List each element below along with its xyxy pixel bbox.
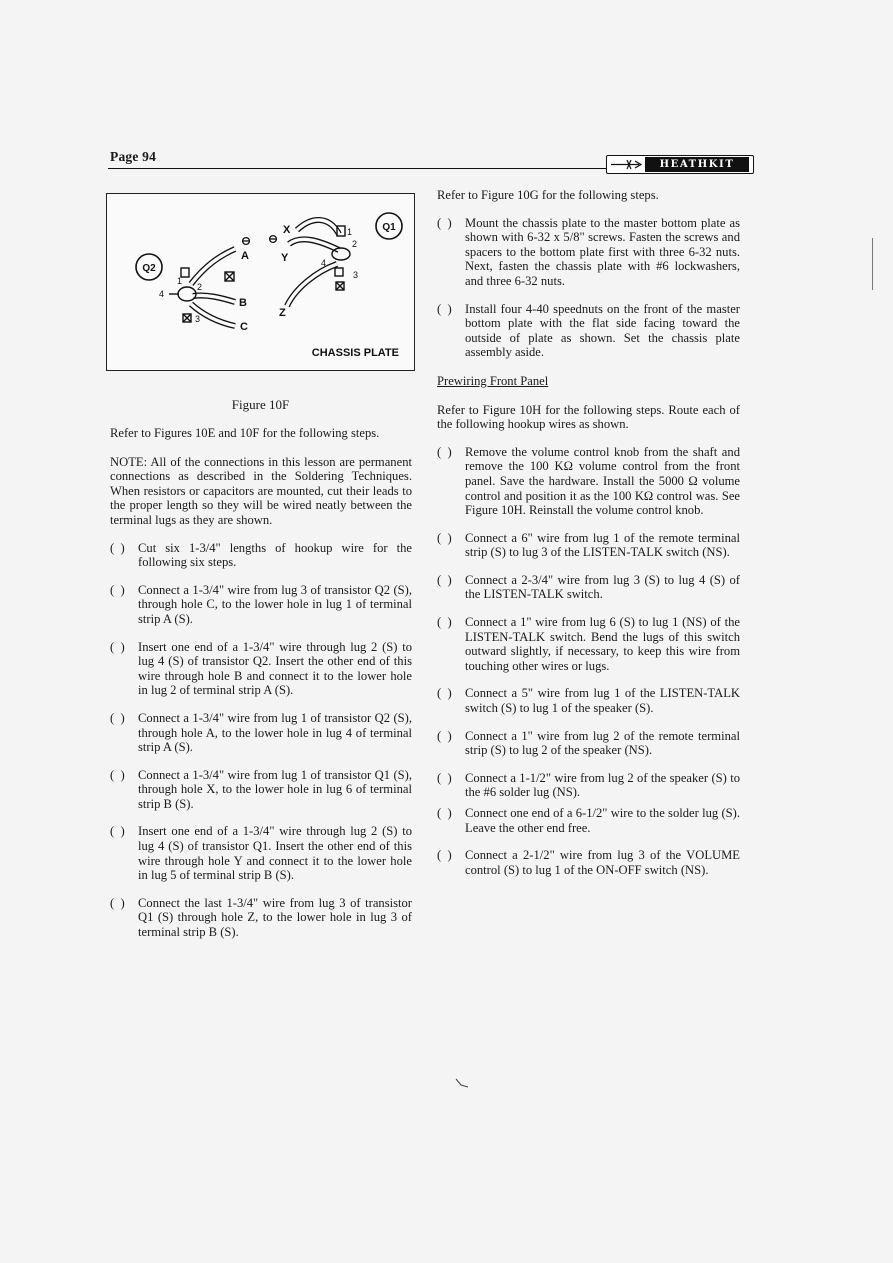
- step-checkbox[interactable]: ( ): [437, 728, 452, 743]
- right-column: [437, 188, 740, 877]
- q2-label: Q2: [142, 263, 156, 274]
- step-item[interactable]: [110, 541, 412, 570]
- step-text: Remove the volume control knob from the shaft and remove the 100 KΩ volume control from the front panel. Save the hardware. Install the 5000 Ω volume control and position it as the 100 KΩ control was. See Figure 10H. Reinstall the volume control knob.: [465, 444, 740, 518]
- step-text: Connect a 1-3/4" wire from lug 3 of transistor Q2 (S), through hole C, to the lower hole in lug 1 of terminal strip A (S).: [138, 582, 412, 626]
- q1-label: Q1: [382, 222, 396, 233]
- step-item[interactable]: [437, 531, 740, 560]
- step-item[interactable]: [110, 768, 412, 812]
- step-checkbox[interactable]: ( ): [437, 215, 452, 230]
- step-checkbox[interactable]: ( ): [437, 848, 452, 863]
- step-text: Connect a 1-3/4" wire from lug 1 of transistor Q2 (S), through hole A, to the lower hole in lug 4 of terminal strip A (S).: [138, 710, 412, 755]
- chassis-plate-label: CHASSIS PLATE: [311, 347, 399, 359]
- step-text: Cut six 1-3/4" lengths of hookup wire for the following six steps.: [138, 540, 412, 570]
- step-checkbox[interactable]: ( ): [437, 806, 452, 820]
- step-checkbox[interactable]: ( ): [110, 540, 125, 555]
- step-checkbox[interactable]: ( ): [110, 710, 125, 725]
- hole-b-label: B: [239, 297, 247, 309]
- step-checkbox[interactable]: ( ): [110, 639, 125, 654]
- hole-y-label: Y: [281, 252, 289, 264]
- step-checkbox[interactable]: ( ): [437, 686, 452, 701]
- q2-lug-4: 4: [159, 289, 165, 299]
- scan-edge-line: [872, 238, 873, 290]
- step-text: Connect a 2-3/4" wire from lug 3 (S) to lug 4 (S) of the LISTEN-TALK switch.: [465, 572, 740, 602]
- step-text: Connect a 1" wire from lug 2 of the remote terminal strip (S) to lug 2 of the speaker (NS).: [465, 728, 740, 758]
- q2-lug-2: 2: [197, 282, 203, 292]
- brand-wordmark: HEATHKIT: [645, 157, 749, 172]
- right-intro-b: Refer to Figure 10H for the following steps. Route each of the following hookup wires as shown.: [437, 402, 740, 432]
- step-checkbox[interactable]: ( ): [437, 572, 452, 587]
- section-heading: Prewiring Front Panel: [437, 373, 549, 388]
- step-text: Insert one end of a 1-3/4" wire through lug 2 (S) to lug 4 (S) of transistor Q2. Insert the other end of this wire through hole B and connect it to the lower hole in lug 2 of terminal strip A (S).: [138, 639, 412, 698]
- step-text: Connect a 1-1/2" wire from lug 2 of the speaker (S) to the #6 solder lug (NS).: [465, 770, 740, 800]
- brand-logo: [606, 155, 754, 174]
- step-item[interactable]: [110, 896, 412, 940]
- pencil-mark-icon: [455, 1078, 469, 1088]
- step-text: Connect a 1-3/4" wire from lug 1 of transistor Q1 (S), through hole X, to the lower hole in lug 6 of terminal strip B (S).: [138, 767, 412, 811]
- hole-z-label: Z: [279, 307, 286, 319]
- q2-lug-3: 3: [195, 314, 201, 324]
- step-item[interactable]: [437, 729, 740, 758]
- step-checkbox[interactable]: ( ): [110, 895, 125, 910]
- q1-lug-3: 3: [353, 270, 359, 280]
- step-item[interactable]: [437, 615, 740, 673]
- q1-lug-2: 2: [352, 239, 358, 249]
- step-item[interactable]: [437, 806, 740, 835]
- right-intro: Refer to Figure 10G for the following steps.: [437, 188, 659, 202]
- step-checkbox[interactable]: ( ): [437, 301, 452, 316]
- q1-lug-4: 4: [321, 258, 327, 268]
- step-item[interactable]: [437, 302, 740, 360]
- step-checkbox[interactable]: ( ): [110, 767, 125, 782]
- heathkit-logo-icon: [609, 158, 645, 171]
- step-text: Connect the last 1-3/4" wire from lug 3 of transistor Q1 (S) through hole Z, to the lower hole in lug 3 of terminal strip B (S).: [138, 895, 412, 940]
- step-checkbox[interactable]: ( ): [110, 582, 125, 597]
- step-item[interactable]: [437, 216, 740, 289]
- step-item[interactable]: [110, 824, 412, 882]
- q1-lug-1: 1: [347, 227, 353, 237]
- step-text: Connect a 6" wire from lug 1 of the remote terminal strip (S) to lug 3 of the LISTEN-TALK switch (NS).: [465, 530, 740, 560]
- step-item[interactable]: [437, 848, 740, 877]
- step-item[interactable]: [437, 686, 740, 715]
- step-checkbox[interactable]: ( ): [437, 770, 452, 785]
- step-text: Mount the chassis plate to the master bottom plate as shown with 6-32 x 5/8" screws. Fasten the screws and spacers to the bottom plate first with three 6-32 nuts. Next, fasten the chassis plate with #6 lockwashers, and three 6-32 nuts.: [465, 215, 740, 288]
- left-intro: Refer to Figures 10E and 10F for the following steps.: [110, 426, 380, 440]
- q1-transistor: [287, 220, 353, 306]
- step-item[interactable]: [110, 583, 412, 627]
- step-item[interactable]: [110, 640, 412, 698]
- page-number: Page 94: [110, 149, 157, 164]
- step-checkbox[interactable]: ( ): [437, 615, 452, 630]
- chassis-plate-diagram: [107, 194, 414, 370]
- step-checkbox[interactable]: ( ): [437, 530, 452, 545]
- step-item[interactable]: [437, 573, 740, 602]
- hole-a-label: A: [241, 250, 249, 262]
- step-item[interactable]: [110, 711, 412, 755]
- left-column: [110, 426, 412, 940]
- step-item[interactable]: [437, 445, 740, 518]
- figure-caption: Figure 10F: [231, 397, 290, 412]
- step-text: Connect a 2-1/2" wire from lug 3 of the VOLUME control (S) to lug 1 of the ON-OFF switch (NS).: [465, 848, 740, 877]
- hole-markers: [243, 236, 277, 245]
- step-text: Connect a 5" wire from lug 1 of the LISTEN-TALK switch (S) to lug 1 of the speaker (S).: [465, 686, 740, 716]
- header-rule: [108, 168, 608, 169]
- step-text: Connect a 1" wire from lug 6 (S) to lug 1 (NS) of the LISTEN-TALK switch. Bend the lugs of this switch outward slightly, if necessary, to keep this wire from touching other wires or lugs.: [465, 615, 740, 673]
- step-checkbox[interactable]: ( ): [110, 824, 125, 839]
- hole-x-label: X: [283, 224, 291, 236]
- step-text: Install four 4-40 speednuts on the front of the master bottom plate with the flat side facing toward the outside of plate as shown. Set the chassis plate assembly aside.: [465, 301, 740, 360]
- lesson-note: NOTE: All of the connections in this lesson are permanent connections as described in the Soldering Techniques. When resistors or capacitors are mounted, cut their leads to the proper length so they will be wired neatly between the terminal lugs as they are shown.: [110, 454, 412, 527]
- q2-lug-1: 1: [177, 276, 183, 286]
- step-text: Insert one end of a 1-3/4" wire through lug 2 (S) to lug 4 (S) of transistor Q1. Insert the other end of this wire through hole Y and connect it to the lower hole in lug 5 of terminal strip B (S).: [138, 824, 412, 883]
- step-checkbox[interactable]: ( ): [437, 444, 452, 459]
- figure-10f: [106, 193, 415, 371]
- step-item[interactable]: [437, 771, 740, 800]
- hole-c-label: C: [240, 321, 248, 333]
- step-text: Connect one end of a 6-1/2" wire to the solder lug (S). Leave the other end free.: [465, 806, 740, 835]
